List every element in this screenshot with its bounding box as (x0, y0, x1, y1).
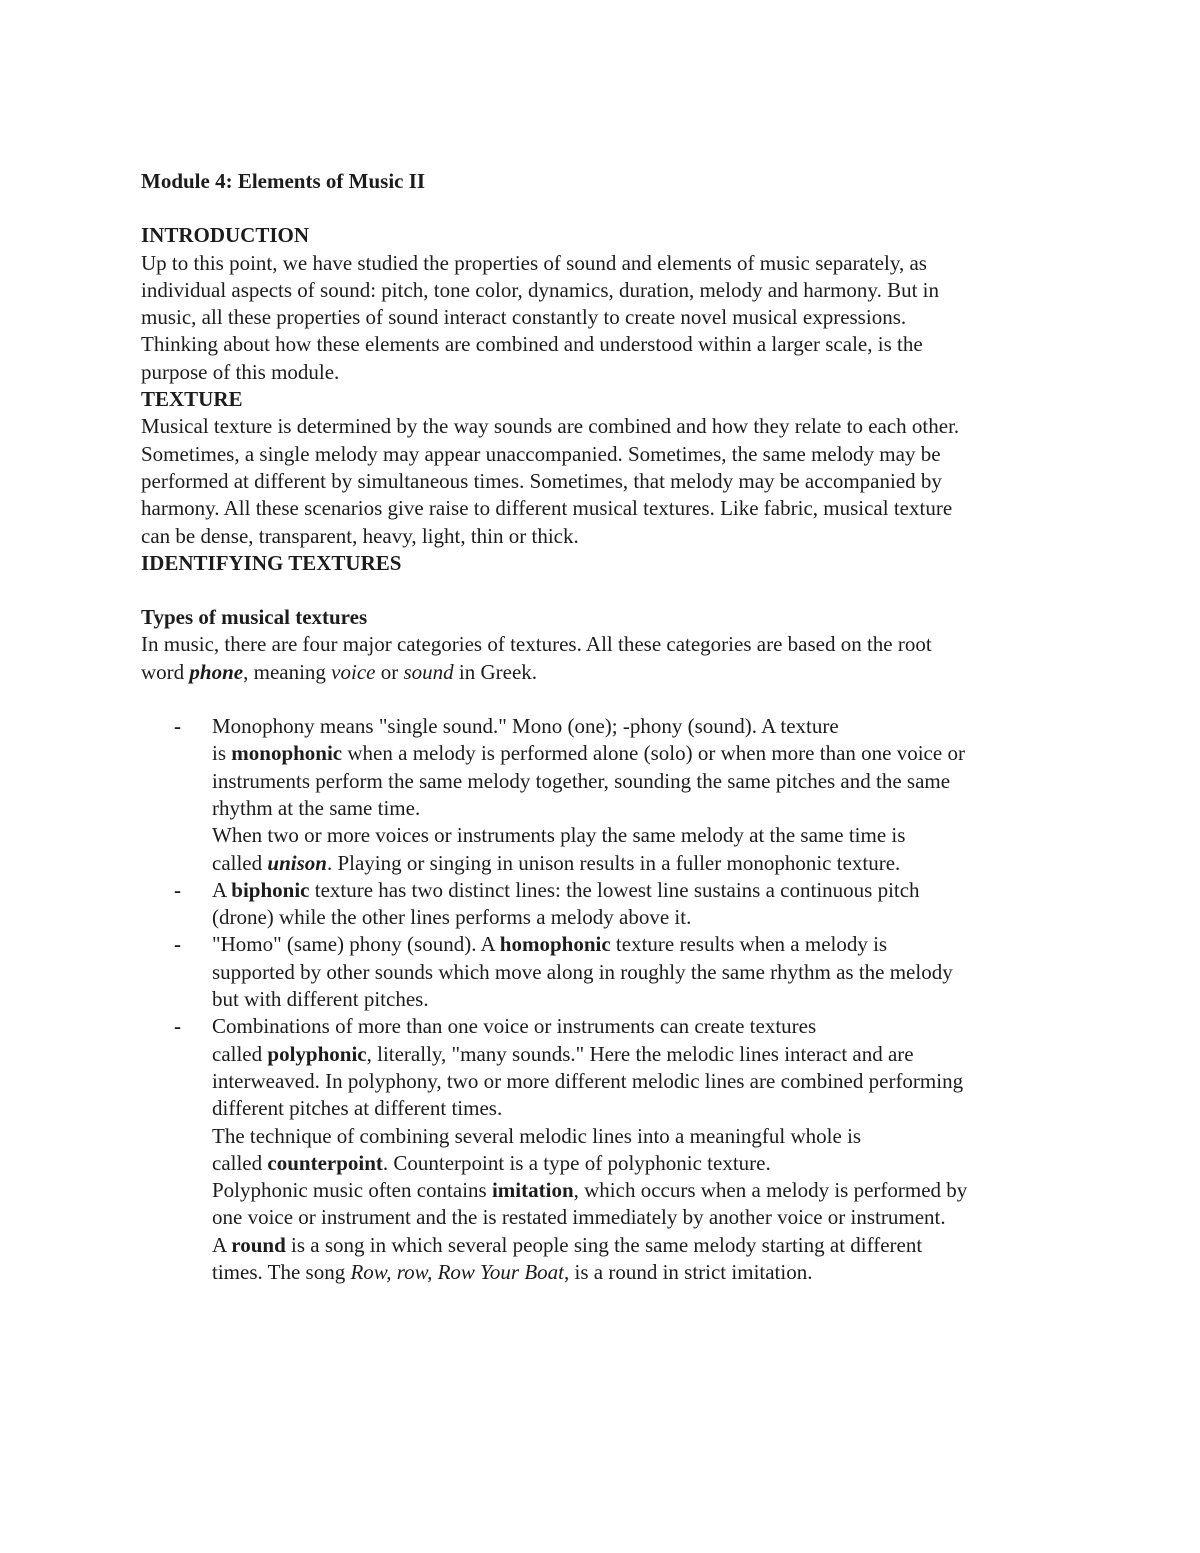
texture-line: can be dense, transparent, heavy, light, thin or thick. (141, 523, 579, 548)
texture-section (141, 386, 1071, 550)
list-line (212, 1041, 1071, 1068)
text-span: "Homo" (same) phony (sound). A (212, 932, 500, 957)
list-line: one voice or instrument and the is restated immediately by another voice or instrument. (212, 1205, 946, 1230)
text-span: called (212, 850, 268, 875)
introduction-section (141, 222, 1071, 386)
text-span: , meaning (243, 659, 332, 684)
term-biphonic: biphonic (231, 877, 310, 902)
term-polyphonic: polyphonic (267, 1041, 367, 1066)
texture-line: Sometimes, a single melody may appear unaccompanied. Sometimes, the same melody may be (141, 441, 941, 466)
texture-heading: TEXTURE (141, 387, 243, 412)
identifying-textures-section (141, 550, 1071, 1286)
texture-types-list (141, 713, 1071, 1286)
term-imitation: imitation (491, 1178, 574, 1203)
types-intro-line (141, 659, 1071, 686)
types-subheading: Types of musical textures (141, 605, 368, 630)
bullet-dash: - (174, 714, 181, 739)
term-monophonic: monophonic (231, 741, 343, 766)
text-span: in Greek. (453, 659, 538, 684)
introduction-line: music, all these properties of sound interact constantly to create novel musical expressions. (141, 305, 907, 330)
text-span: , literally, "many sounds." Here the melodic lines interact and are (366, 1041, 914, 1066)
list-line (212, 1177, 1071, 1204)
list-line (212, 1150, 1071, 1177)
introduction-heading: INTRODUCTION (141, 223, 310, 248)
text-span: is (212, 741, 232, 766)
text-span: texture has two distinct lines: the lowest line sustains a continuous pitch (309, 877, 920, 902)
list-line (212, 877, 1071, 904)
texture-line: performed at different by simultaneous times. Sometimes, that melody may be accompanied by (141, 468, 942, 493)
text-span: times. The song (212, 1259, 351, 1284)
list-item-homophonic (141, 931, 1071, 1013)
term-counterpoint: counterpoint (267, 1150, 383, 1175)
list-line: interweaved. In polyphony, two or more different melodic lines are combined performing (212, 1068, 964, 1093)
bullet-dash: - (174, 1014, 181, 1039)
term-homophonic: homophonic (499, 932, 611, 957)
texture-paragraph (141, 413, 1071, 549)
text-span: when a melody is performed alone (solo) or when more than one voice or (342, 741, 965, 766)
list-line (212, 1232, 1071, 1259)
text-span: . Playing or singing in unison results in a fuller monophonic texture. (326, 850, 901, 875)
identifying-textures-heading: IDENTIFYING TEXTURES (141, 550, 402, 575)
text-span: . Counterpoint is a type of polyphonic texture. (382, 1150, 771, 1175)
text-span: A (212, 1232, 232, 1257)
list-item-biphonic (141, 877, 1071, 932)
introduction-line: Thinking about how these elements are combined and understood within a larger scale, is the (141, 332, 923, 357)
term-voice: voice (331, 659, 376, 684)
introduction-line: Up to this point, we have studied the properties of sound and elements of music separately, as (141, 250, 927, 275)
document-title: Module 4: Elements of Music II (141, 169, 426, 193)
text-span: texture results when a melody is (610, 932, 888, 957)
list-item-polyphonic (141, 1013, 1071, 1286)
introduction-line: purpose of this module. (141, 359, 340, 384)
text-span: word (141, 659, 190, 684)
list-line: (drone) while the other lines performs a melody above it. (212, 905, 692, 930)
list-line: supported by other sounds which move along in roughly the same rhythm as the melody (212, 959, 953, 984)
types-intro-line: In music, there are four major categories of textures. All these categories are based on the root (141, 632, 932, 657)
list-line (212, 931, 1071, 958)
list-line: instruments perform the same melody together, sounding the same pitches and the same (212, 768, 951, 793)
types-intro-paragraph (141, 631, 1071, 686)
list-line: Combinations of more than one voice or instruments can create textures (212, 1014, 817, 1039)
text-span: called (212, 1041, 268, 1066)
text-span: called (212, 1150, 268, 1175)
list-line: different pitches at different times. (212, 1096, 503, 1121)
document-page (141, 168, 1071, 1286)
list-line: The technique of combining several melodic lines into a meaningful whole is (212, 1123, 862, 1148)
bullet-dash: - (174, 877, 181, 902)
introduction-paragraph (141, 250, 1071, 386)
list-line: Monophony means "single sound." Mono (one); -phony (sound). A texture (212, 714, 839, 739)
text-span: is a song in which several people sing the same melody starting at different (285, 1232, 923, 1257)
list-line: but with different pitches. (212, 987, 429, 1012)
list-line (212, 850, 1071, 877)
text-span: or (375, 659, 404, 684)
texture-line: Musical texture is determined by the way sounds are combined and how they relate to each other. (141, 414, 960, 439)
term-sound: sound (403, 659, 454, 684)
term-phone: phone (189, 659, 244, 684)
list-line (212, 1259, 1071, 1286)
list-line (212, 740, 1071, 767)
text-span: , which occurs when a melody is performed by (573, 1178, 968, 1203)
list-line: rhythm at the same time. (212, 795, 421, 820)
text-span: Polyphonic music often contains (212, 1178, 492, 1203)
term-unison: unison (267, 850, 327, 875)
list-item-monophonic (141, 713, 1071, 877)
term-round: round (231, 1232, 286, 1257)
text-span: , is a round in strict imitation. (564, 1259, 813, 1284)
bullet-dash: - (174, 932, 181, 957)
texture-line: harmony. All these scenarios give raise to different musical textures. Like fabric, musical texture (141, 496, 953, 521)
text-span: A (212, 877, 232, 902)
introduction-line: individual aspects of sound: pitch, tone color, dynamics, duration, melody and harmony. But in (141, 277, 939, 302)
song-title: Row, row, Row Your Boat (350, 1259, 564, 1284)
list-line: When two or more voices or instruments play the same melody at the same time is (212, 823, 906, 848)
